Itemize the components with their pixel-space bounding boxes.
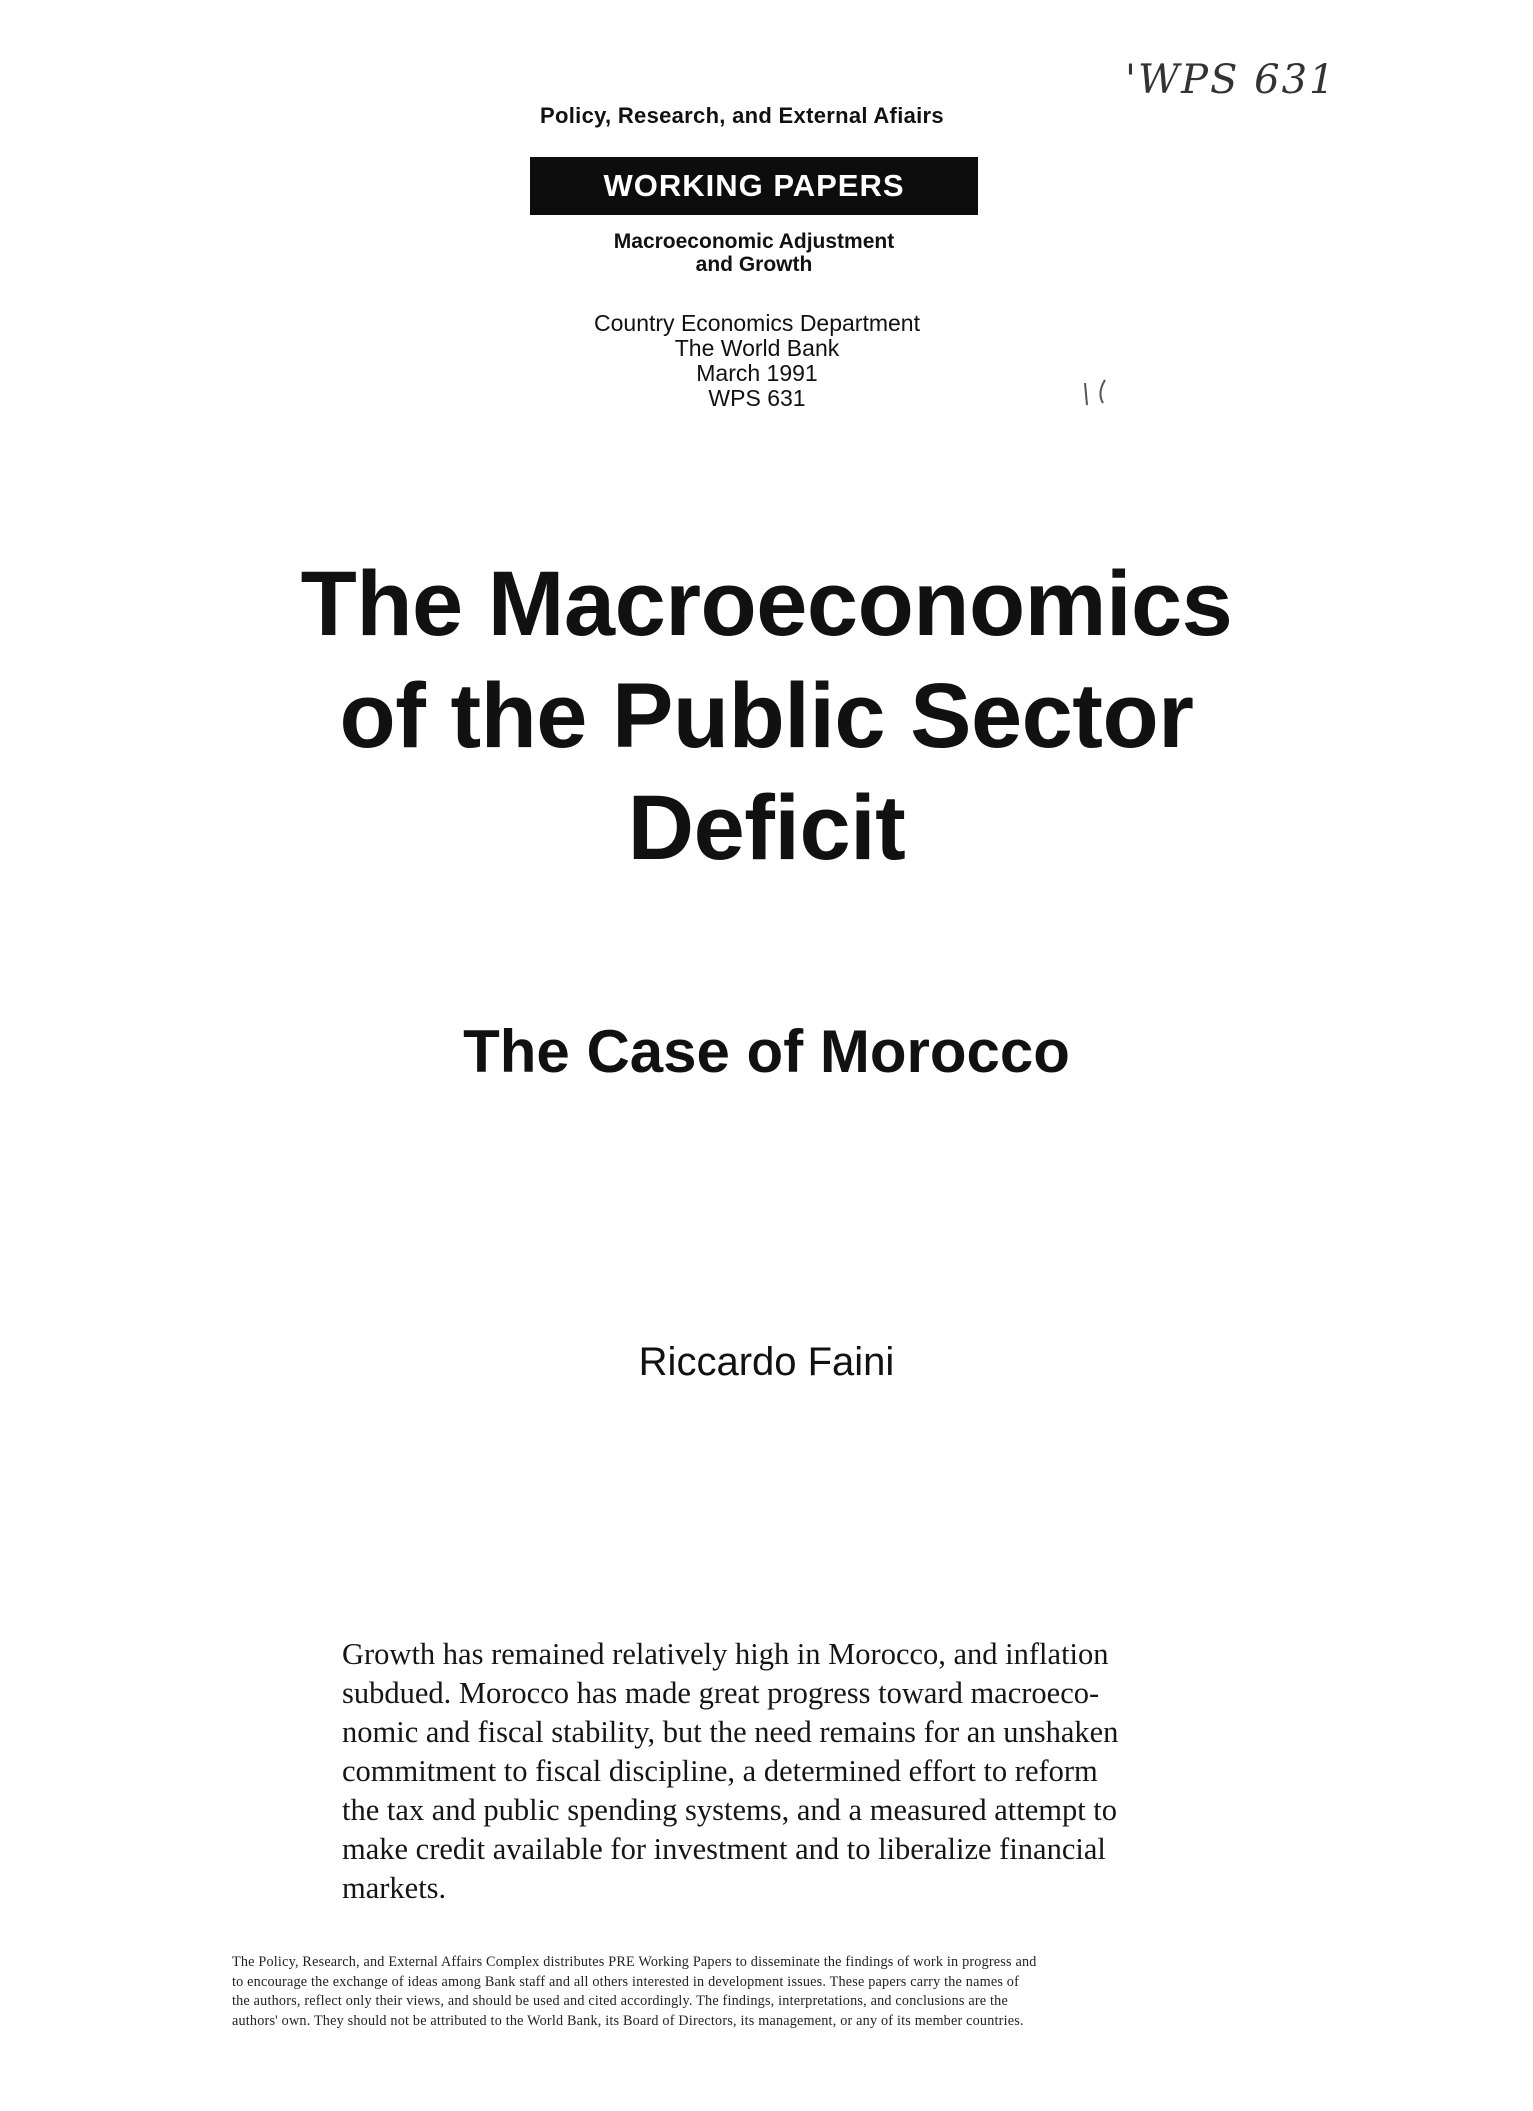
abstract-line: commitment to fiscal discipline, a determined effort to reform bbox=[342, 1754, 1098, 1788]
abstract-line: subdued. Morocco has made great progress toward macroeco- bbox=[342, 1676, 1100, 1710]
main-title bbox=[100, 548, 1433, 884]
author-name: Riccardo Faini bbox=[638, 1340, 895, 1384]
abstract-line: markets. bbox=[342, 1871, 447, 1905]
department-info bbox=[532, 311, 982, 411]
scan-mark bbox=[1075, 375, 1135, 425]
title-line: Deficit bbox=[627, 777, 906, 879]
abstract bbox=[342, 1635, 1177, 1908]
disclaimer-line: to encourage the exchange of ideas among Bank staff and all others interested in development issues. These papers carry the names of bbox=[232, 1973, 1020, 1990]
abstract-line: make credit available for investment and to liberalize financial bbox=[342, 1832, 1106, 1866]
handwritten-note: 'WPS 631 bbox=[1125, 57, 1337, 103]
title-line: of the Public Sector bbox=[339, 665, 1194, 767]
abstract-line: Growth has remained relatively high in Morocco, and inflation bbox=[342, 1637, 1109, 1671]
paper-number: WPS 631 bbox=[708, 385, 806, 411]
abstract-line: the tax and public spending systems, and a measured attempt to bbox=[342, 1793, 1118, 1827]
disclaimer-line: authors' own. They should not be attributed to the World Bank, its Board of Directors, its management, or any of its member countries. bbox=[232, 2012, 1024, 2029]
title-line: The Macroeconomics bbox=[300, 553, 1233, 655]
organization-name: The World Bank bbox=[674, 335, 840, 361]
subseries-line: and Growth bbox=[695, 253, 813, 276]
disclaimer bbox=[232, 1953, 1272, 2031]
publication-date: March 1991 bbox=[696, 360, 818, 386]
working-papers-banner: WORKING PAPERS bbox=[530, 157, 978, 215]
abstract-line: nomic and fiscal stability, but the need remains for an unshaken bbox=[342, 1715, 1119, 1749]
series-name: Policy, Research, and External Afiairs bbox=[540, 103, 944, 128]
department-name: Country Economics Department bbox=[594, 310, 920, 336]
disclaimer-line: the authors, reflect only their views, and should be used and cited accordingly. The findings, interpretations, and conclusions are the bbox=[232, 1993, 1008, 2009]
disclaimer-line: The Policy, Research, and External Affairs Complex distributes PRE Working Papers to disseminate the findings of work in progress and bbox=[232, 1954, 1037, 1970]
subseries-line: Macroeconomic Adjustment bbox=[613, 230, 895, 253]
subseries-title bbox=[560, 230, 948, 276]
subtitle: The Case of Morocco bbox=[463, 1018, 1070, 1085]
